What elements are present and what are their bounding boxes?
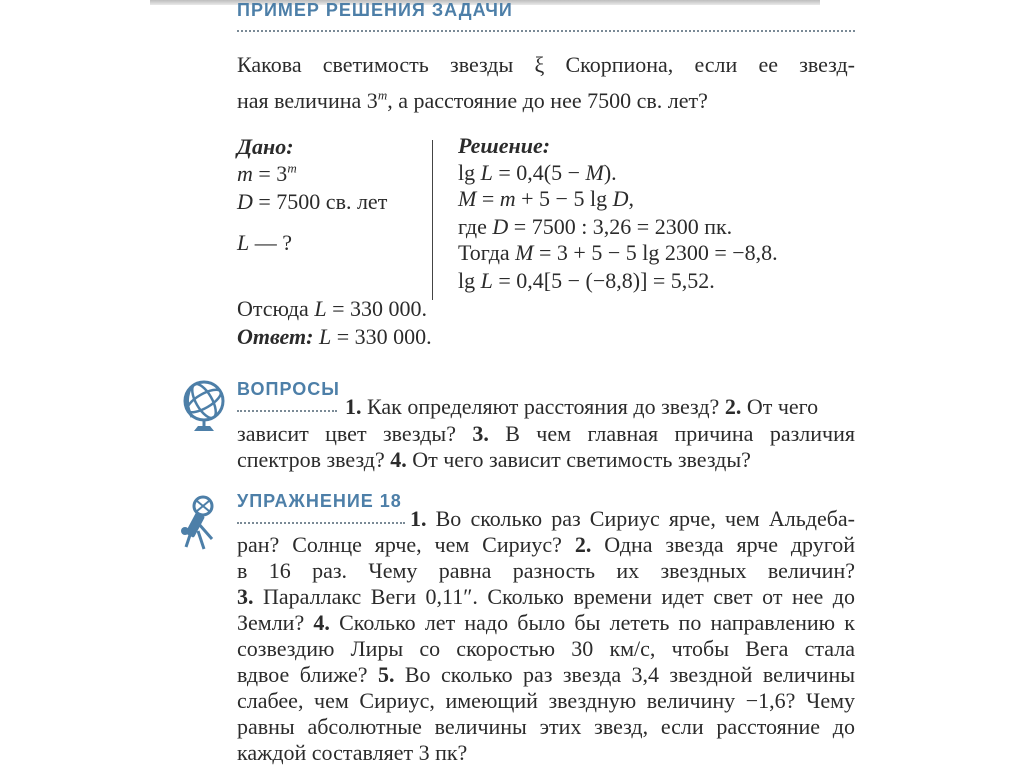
sol-text: где bbox=[458, 214, 493, 239]
exercise-text: Во сколько раз звезда 3,4 звездной величины bbox=[394, 662, 855, 687]
exercise-line-4 bbox=[237, 584, 855, 610]
problem-text-b: , а расстояние до нее 7500 св. лет? bbox=[387, 88, 708, 113]
question-text: зависит цвет звезды? bbox=[237, 421, 473, 446]
solution-line-2 bbox=[458, 186, 634, 212]
conclusion-value: = 330 000. bbox=[326, 296, 427, 321]
given-find bbox=[237, 230, 292, 256]
problem-line-2 bbox=[237, 88, 708, 114]
question-number: 2. bbox=[724, 394, 742, 419]
given-d bbox=[237, 189, 387, 215]
sol-var: D bbox=[612, 186, 629, 211]
section-title-questions: ВОПРОСЫ bbox=[237, 379, 340, 399]
question-text: Как определяют расстояния до звезд? bbox=[361, 394, 725, 419]
exercise-line-2 bbox=[237, 532, 855, 558]
answer-var: L bbox=[318, 324, 332, 349]
problem-text-a: ная величина 3 bbox=[237, 88, 378, 113]
sol-text: = 0,4[5 − (−8,8)] = 5,52. bbox=[492, 268, 715, 293]
question-text: От чего bbox=[741, 394, 819, 419]
exercise-number: 2. bbox=[574, 532, 592, 557]
sol-text: = 3 + 5 − 5 lg 2300 = −8,8. bbox=[533, 240, 778, 265]
conclusion-var: L bbox=[314, 296, 327, 321]
solution-line-1 bbox=[458, 160, 617, 186]
exercise-line-9: равны абсолютные величины этих звезд, если расстояние до bbox=[237, 714, 855, 739]
exercise-text: Земли? bbox=[237, 610, 314, 635]
question-number: 4. bbox=[390, 447, 407, 472]
exercise-line-1 bbox=[410, 506, 855, 532]
given-find-var: L bbox=[237, 230, 250, 255]
answer-value: = 330 000. bbox=[331, 324, 432, 349]
sol-var: L bbox=[480, 268, 493, 293]
telescope-icon bbox=[176, 493, 224, 555]
given-m bbox=[237, 161, 297, 187]
sol-text: lg bbox=[458, 268, 481, 293]
exercise-line-3: в 16 раз. Чему равна разность их звездных величин? bbox=[237, 558, 855, 583]
question-text: В чем главная причина различия bbox=[488, 421, 855, 446]
given-find-value: — ? bbox=[249, 230, 293, 255]
magnitude-superscript: m bbox=[377, 87, 388, 103]
solution-line-4 bbox=[458, 240, 778, 266]
answer-line bbox=[237, 324, 432, 350]
questions-dotted-leader bbox=[237, 410, 337, 412]
exercise-line-6: созвездию Лиры со скоростью 30 км/с, чтобы Вега стала bbox=[237, 636, 855, 661]
sol-text: lg bbox=[458, 160, 481, 185]
exercise-text: Параллакс Веги 0,11″. Сколько времени идет свет от нее до bbox=[253, 584, 855, 609]
given-label: Дано: bbox=[237, 134, 294, 159]
exercise-text: ран? Солнце ярче, чем Сириус? bbox=[237, 532, 575, 557]
exercise-number: 3. bbox=[237, 584, 254, 609]
globe-icon bbox=[180, 377, 228, 435]
problem-line-1: Какова светимость звезды ξ Скорпиона, если ее звезд- bbox=[237, 52, 855, 77]
exercise-text: Одна звезда ярче другой bbox=[591, 532, 855, 557]
exercise-line-8: слабее, чем Сириус, имеющий звездную величину −1,6? Чему bbox=[237, 688, 855, 713]
exercise-dotted-leader bbox=[237, 522, 405, 524]
given-m-sup: m bbox=[287, 160, 297, 176]
sol-text: = bbox=[476, 186, 500, 211]
exercise-line-10: каждой составляет 3 пк? bbox=[237, 740, 468, 765]
sol-var: L bbox=[480, 160, 493, 185]
sol-var: M bbox=[515, 240, 534, 265]
solution-label: Решение: bbox=[458, 133, 551, 158]
exercise-line-5 bbox=[237, 610, 855, 636]
sol-var: M bbox=[458, 186, 477, 211]
solution-line-5 bbox=[458, 268, 715, 294]
questions-line-2 bbox=[237, 421, 855, 447]
conclusion-line bbox=[237, 296, 427, 322]
sol-text: Тогда bbox=[458, 240, 516, 265]
sol-var: D bbox=[492, 214, 509, 239]
question-number: 3. bbox=[472, 421, 489, 446]
sol-var: m bbox=[499, 186, 516, 211]
given-solution-divider bbox=[432, 140, 433, 300]
exercise-number: 5. bbox=[377, 662, 395, 687]
question-number: 1. bbox=[345, 394, 362, 419]
sol-text: = 7500 : 3,26 = 2300 пк. bbox=[508, 214, 733, 239]
given-d-var: D bbox=[237, 189, 253, 214]
sol-var: M bbox=[585, 160, 604, 185]
conclusion-text: Отсюда bbox=[237, 296, 315, 321]
sol-text: , bbox=[628, 186, 634, 211]
questions-line-1 bbox=[345, 394, 855, 420]
solution-line-3 bbox=[458, 214, 732, 240]
sol-text: + 5 − 5 lg bbox=[515, 186, 613, 211]
dotted-divider bbox=[237, 30, 855, 32]
question-text: От чего зависит светимость звезды? bbox=[406, 447, 751, 472]
sol-text: = 0,4(5 − bbox=[492, 160, 586, 185]
exercise-text: Сколько лет надо было бы лететь по направлению к bbox=[329, 610, 855, 635]
questions-line-3 bbox=[237, 447, 751, 473]
given-d-value: = 7500 св. лет bbox=[252, 189, 388, 214]
sol-text: ). bbox=[603, 160, 617, 185]
section-title-example: ПРИМЕР РЕШЕНИЯ ЗАДАЧИ bbox=[237, 0, 513, 20]
section-title-exercise: УПРАЖНЕНИЕ 18 bbox=[237, 491, 402, 511]
given-m-var: m bbox=[237, 161, 253, 186]
exercise-text: вдвое ближе? bbox=[237, 662, 378, 687]
answer-label: Ответ: bbox=[237, 324, 319, 349]
exercise-line-7 bbox=[237, 662, 855, 688]
question-text: спектров звезд? bbox=[237, 447, 391, 472]
given-m-value: = 3 bbox=[252, 161, 288, 186]
exercise-number: 4. bbox=[313, 610, 330, 635]
exercise-number: 1. bbox=[410, 506, 427, 531]
exercise-text: Во сколько раз Сириус ярче, чем Альдеба- bbox=[426, 506, 855, 531]
